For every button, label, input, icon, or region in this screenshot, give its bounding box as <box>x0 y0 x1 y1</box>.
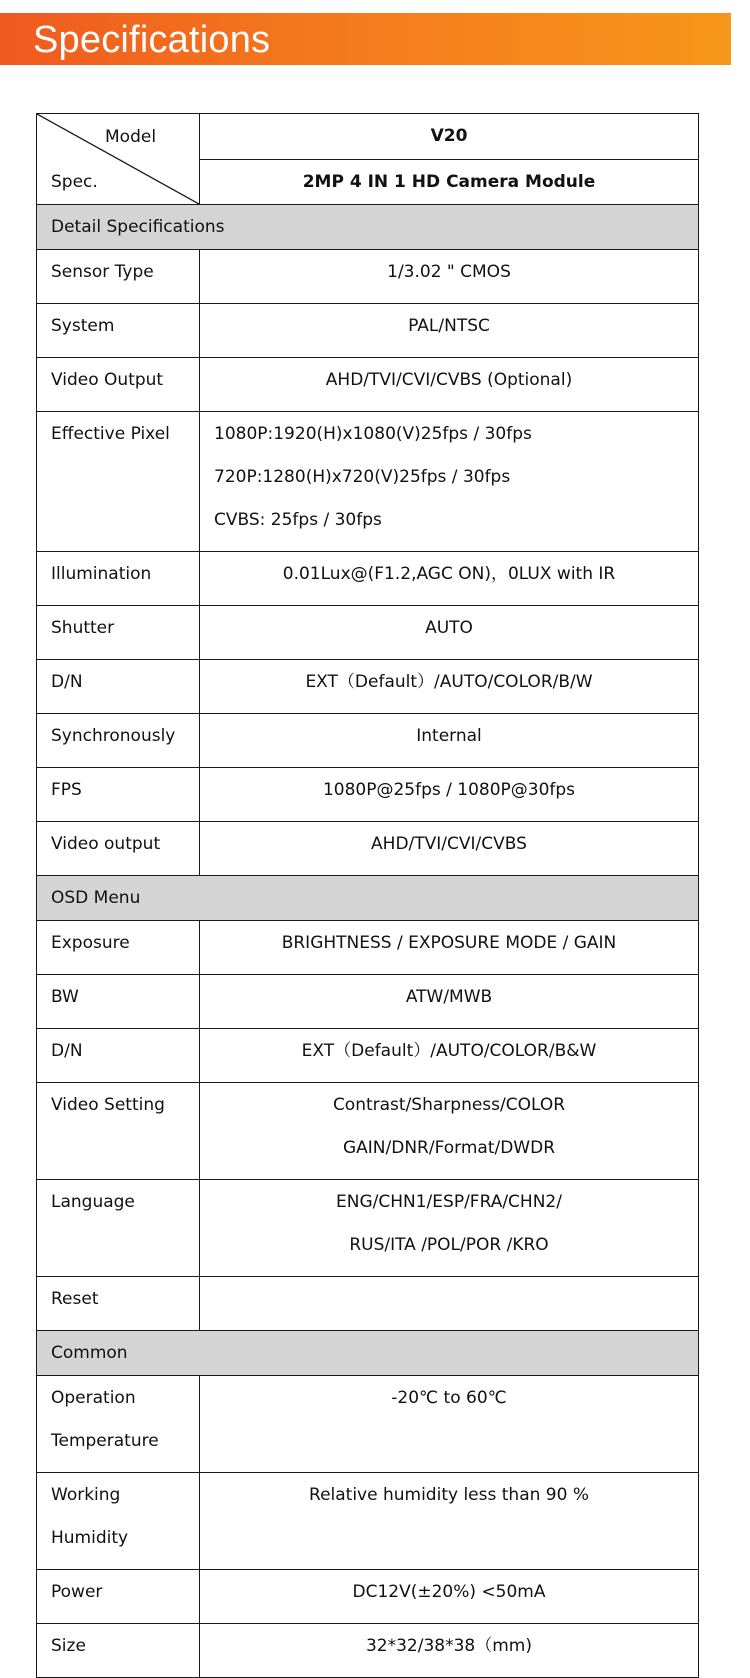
spec-value: 2MP 4 IN 1 HD Camera Module <box>200 159 699 205</box>
spec-label-cell <box>37 1624 200 1678</box>
table-row <box>37 412 699 552</box>
spec-label-cell <box>37 822 200 876</box>
spec-header-label: Spec. <box>51 172 98 192</box>
spec-label-cell <box>37 358 200 412</box>
spec-label-cell <box>37 1083 200 1180</box>
spec-label: Reset <box>51 1289 99 1309</box>
spec-value-cell <box>200 412 699 552</box>
spec-value: RUS/ITA /POL/POR /KRO <box>349 1235 549 1255</box>
spec-value: EXT（Default）/AUTO/COLOR/B&W <box>301 1041 597 1061</box>
spec-label: Temperature <box>51 1431 159 1451</box>
table-row <box>37 1083 699 1180</box>
spec-value-cell <box>200 250 699 304</box>
spec-label: D/N <box>51 672 83 692</box>
spec-value: 1/3.02 " CMOS <box>387 262 511 282</box>
spec-value-cell <box>200 768 699 822</box>
spec-value-cell <box>200 358 699 412</box>
table-row <box>37 250 699 304</box>
spec-value-cell <box>200 606 699 660</box>
spec-value-cell <box>200 822 699 876</box>
spec-value: AUTO <box>425 618 473 638</box>
spec-label: Language <box>51 1192 135 1212</box>
spec-label-cell <box>37 714 200 768</box>
spec-label-cell <box>37 1029 200 1083</box>
spec-value: ENG/CHN1/ESP/FRA/CHN2/ <box>336 1192 562 1212</box>
spec-label: BW <box>51 987 79 1007</box>
spec-value: AHD/TVI/CVI/CVBS <box>371 834 527 854</box>
table-row <box>37 714 699 768</box>
model-header-label: Model <box>105 127 157 147</box>
spec-label: Illumination <box>51 564 152 584</box>
spec-value: Relative humidity less than 90 % <box>309 1485 589 1505</box>
spec-label: Size <box>51 1636 86 1656</box>
spec-value-cell <box>200 1180 699 1277</box>
spec-label-cell <box>37 1473 200 1570</box>
spec-label-cell <box>37 660 200 714</box>
spec-label-cell <box>37 552 200 606</box>
header-diagonal-cell <box>37 114 200 205</box>
section-title: Common <box>37 1331 699 1376</box>
table-row <box>37 1376 699 1473</box>
spec-value: CVBS: 25fps / 30fps <box>214 510 382 530</box>
spec-label: Operation <box>51 1388 136 1408</box>
spec-value: -20℃ to 60℃ <box>391 1388 507 1408</box>
spec-value-cell <box>200 921 699 975</box>
table-row <box>37 1029 699 1083</box>
spec-value-cell <box>200 660 699 714</box>
spec-label-cell <box>37 768 200 822</box>
spec-value <box>200 1287 698 1330</box>
table-row <box>37 1473 699 1570</box>
spec-label-cell <box>37 1376 200 1473</box>
spec-label-cell <box>37 1570 200 1624</box>
spec-value: Internal <box>416 726 482 746</box>
spec-label: Humidity <box>51 1528 129 1548</box>
spec-label-cell <box>37 412 200 552</box>
specifications-table <box>36 113 699 1678</box>
page-title: Specifications <box>33 19 271 61</box>
section-header-row <box>37 205 699 250</box>
table-row <box>37 1180 699 1277</box>
spec-value: ATW/MWB <box>405 987 493 1007</box>
spec-value-cell <box>200 714 699 768</box>
spec-label-cell <box>37 975 200 1029</box>
table-row <box>37 921 699 975</box>
model-value: V20 <box>200 114 699 160</box>
spec-value: BRIGHTNESS / EXPOSURE MODE / GAIN <box>281 933 617 953</box>
spec-value-cell <box>200 304 699 358</box>
table-row <box>37 975 699 1029</box>
section-title: Detail Specifications <box>37 205 699 250</box>
table-row <box>37 1277 699 1331</box>
table-row <box>37 358 699 412</box>
table-row <box>37 1570 699 1624</box>
spec-label: Sensor Type <box>51 262 154 282</box>
spec-value: DC12V(±20%) <50mA <box>352 1582 546 1602</box>
title-banner <box>0 13 731 65</box>
table-header-row <box>37 114 699 160</box>
spec-value: 1080P:1920(H)x1080(V)25fps / 30fps <box>214 424 532 444</box>
spec-label: Effective Pixel <box>51 424 170 444</box>
spec-label: Video output <box>51 834 161 854</box>
spec-value-cell <box>200 1624 699 1678</box>
spec-label-cell <box>37 304 200 358</box>
table-row <box>37 552 699 606</box>
spec-label-cell <box>37 921 200 975</box>
table-row <box>37 660 699 714</box>
spec-label: Working <box>51 1485 121 1505</box>
spec-value-cell <box>200 1473 699 1570</box>
spec-label-cell <box>37 250 200 304</box>
spec-label: Power <box>51 1582 103 1602</box>
section-header-row <box>37 1331 699 1376</box>
spec-value: AHD/TVI/CVI/CVBS (Optional) <box>325 370 573 390</box>
spec-label-cell <box>37 606 200 660</box>
spec-value: 720P:1280(H)x720(V)25fps / 30fps <box>214 467 511 487</box>
spec-label: Video Setting <box>51 1095 165 1115</box>
spec-label-cell <box>37 1180 200 1277</box>
spec-value-cell <box>200 1083 699 1180</box>
section-header-row <box>37 876 699 921</box>
spec-label-cell <box>37 1277 200 1331</box>
spec-value: Contrast/Sharpness/COLOR <box>332 1095 566 1115</box>
spec-value: EXT（Default）/AUTO/COLOR/B/W <box>305 672 593 692</box>
spec-value: 1080P@25fps / 1080P@30fps <box>322 780 576 800</box>
spec-value: PAL/NTSC <box>408 316 490 336</box>
spec-value-cell <box>200 1029 699 1083</box>
spec-value-cell <box>200 552 699 606</box>
spec-value-cell <box>200 1376 699 1473</box>
table-row <box>37 1624 699 1678</box>
spec-value-cell <box>200 1570 699 1624</box>
spec-value-cell <box>200 975 699 1029</box>
spec-label: Exposure <box>51 933 130 953</box>
spec-value-cell <box>200 1277 699 1331</box>
spec-label: FPS <box>51 780 82 800</box>
spec-label: System <box>51 316 115 336</box>
table-row <box>37 768 699 822</box>
spec-label: Synchronously <box>51 726 176 746</box>
spec-label: Shutter <box>51 618 115 638</box>
table-row <box>37 822 699 876</box>
spec-value: GAIN/DNR/Format/DWDR <box>342 1138 556 1158</box>
spec-label: D/N <box>51 1041 83 1061</box>
spec-label: Video Output <box>51 370 164 390</box>
table-row <box>37 606 699 660</box>
spec-value: 0.01Lux@(F1.2,AGC ON)，0LUX with IR <box>282 564 616 584</box>
section-title: OSD Menu <box>37 876 699 921</box>
spec-value: 32*32/38*38（mm) <box>365 1636 532 1656</box>
table-row <box>37 304 699 358</box>
